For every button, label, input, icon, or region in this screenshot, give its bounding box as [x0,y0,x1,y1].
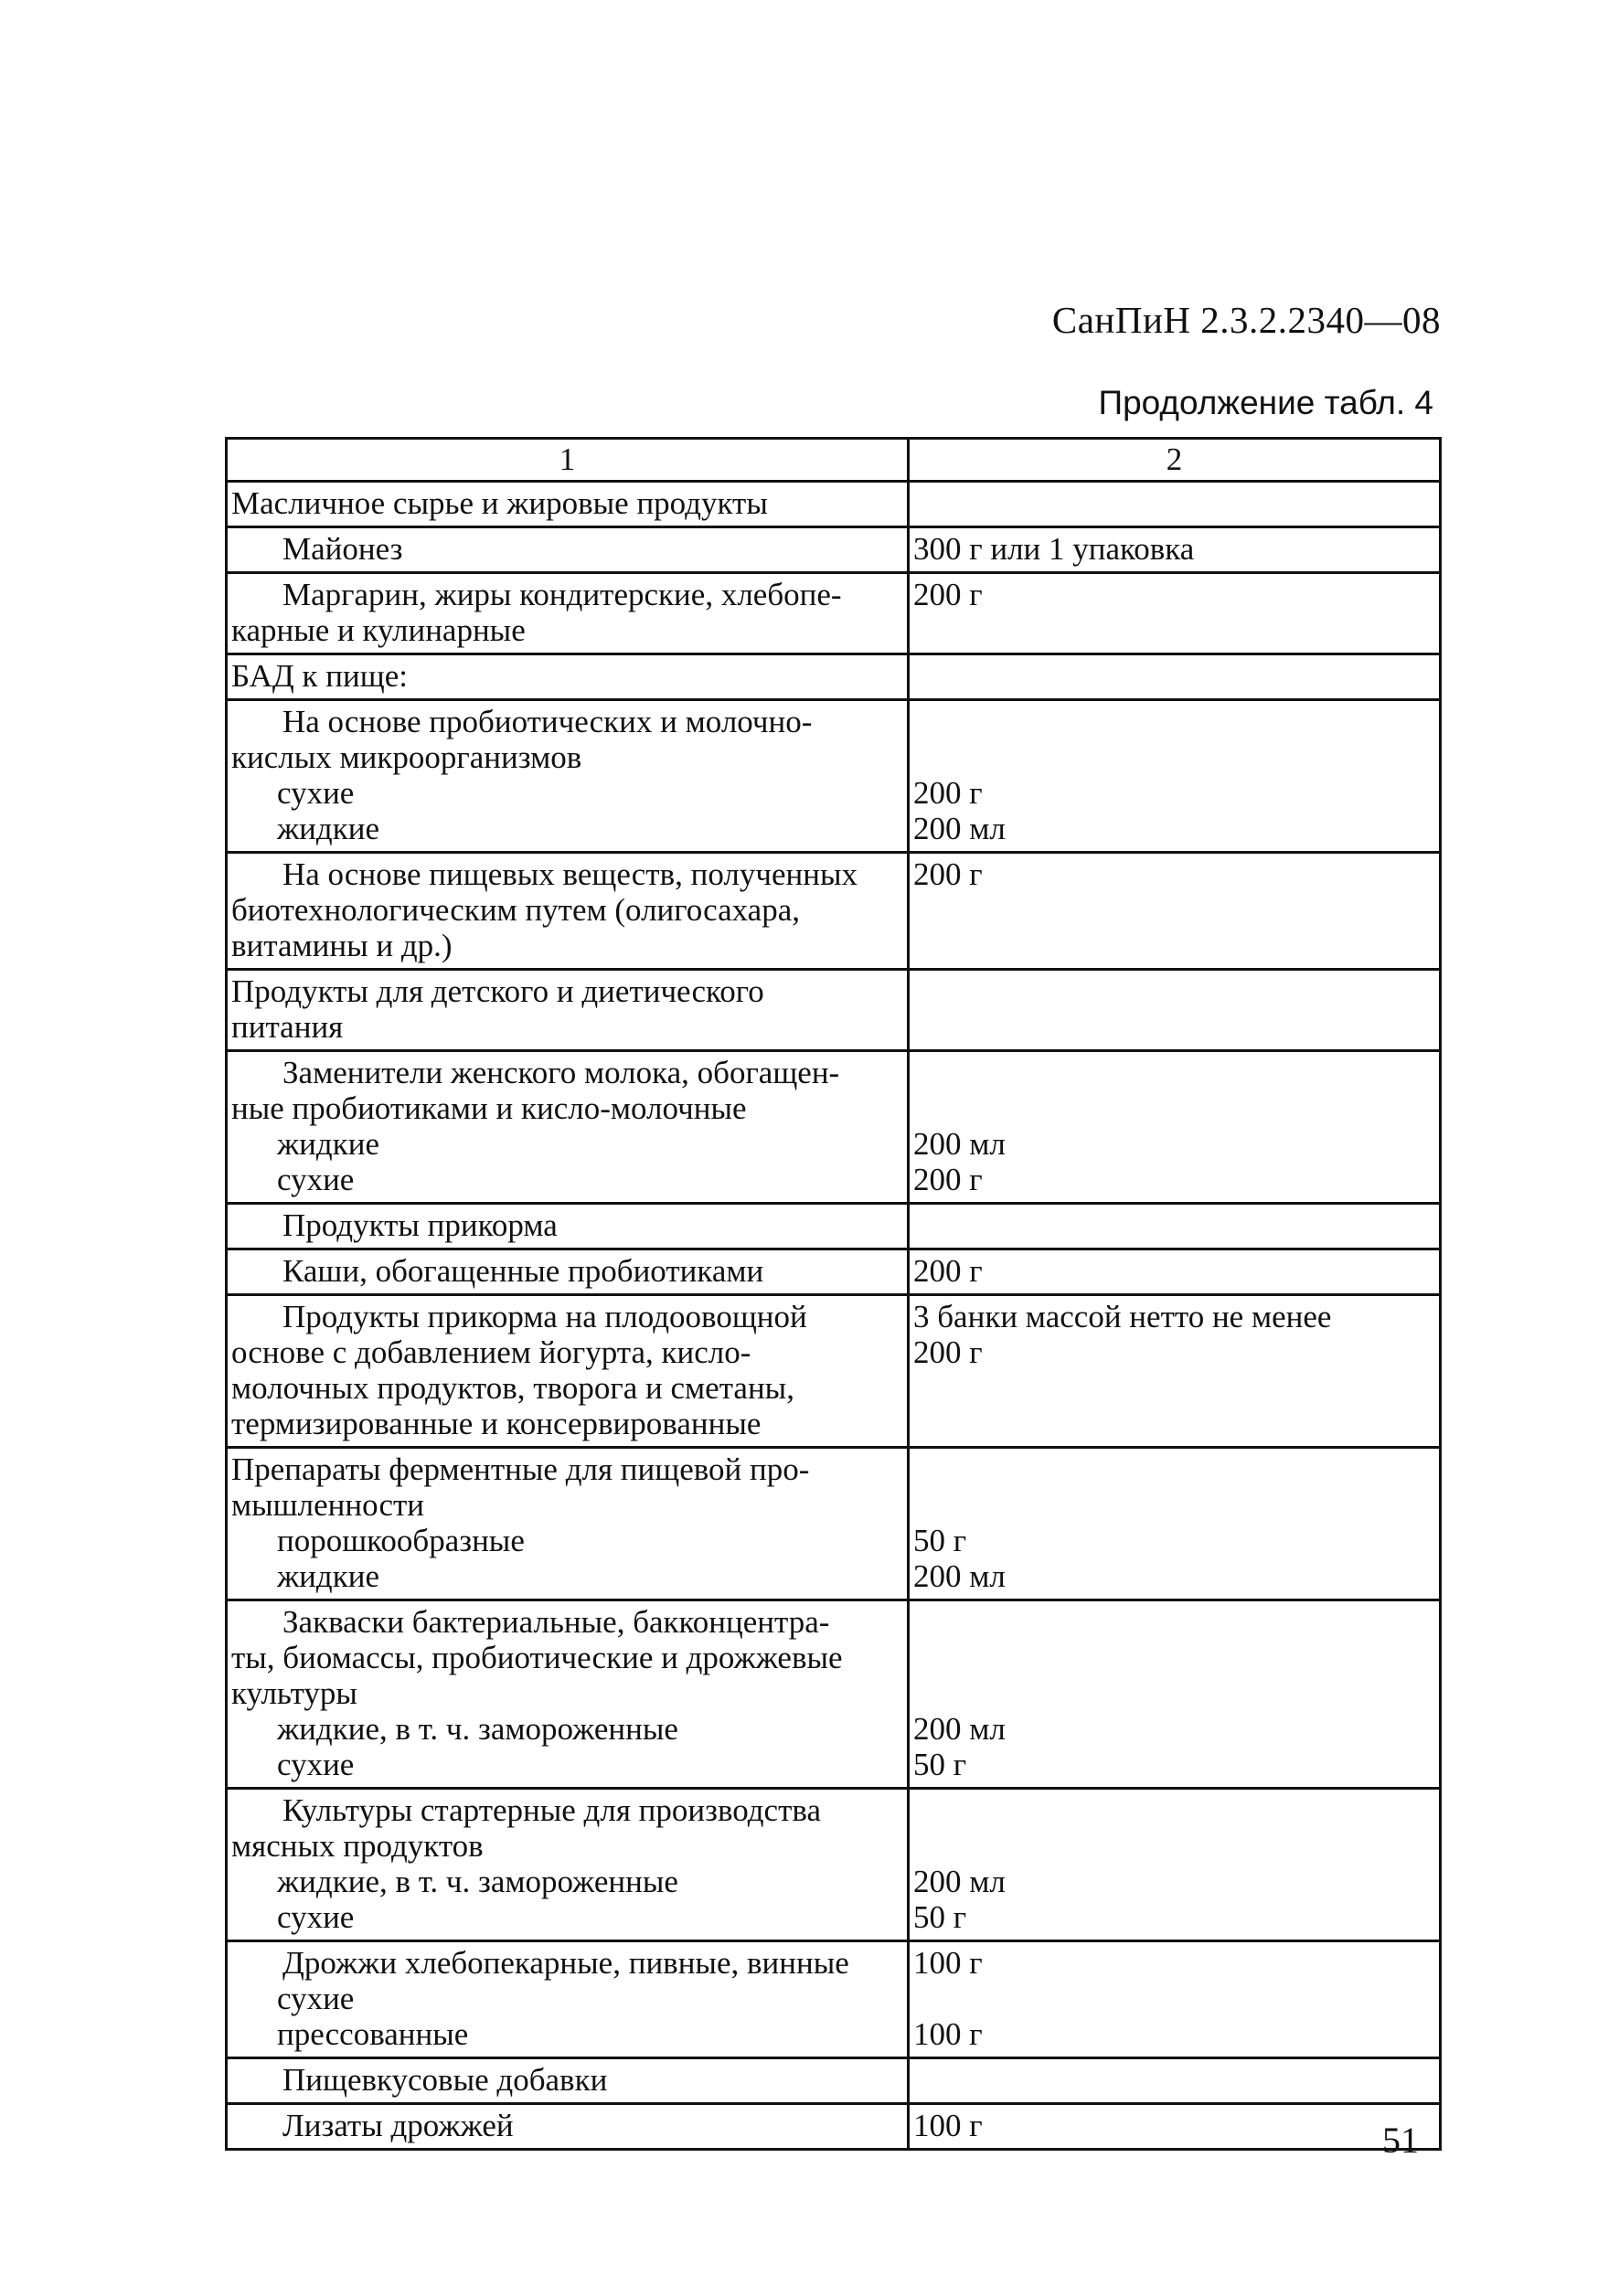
table-row [227,1600,1441,1789]
sample-size-value: 200 г [913,1334,983,1370]
table-row [227,1941,1441,2058]
product-text: карные и кулинарные [231,612,526,648]
product-text: Каши, обогащенные пробиотиками [282,1253,764,1289]
sample-size-value [913,1828,1435,1864]
sample-size-value: 3 банки массой нетто не менее [913,1299,1332,1334]
product-text: Дрожжи хлебопекарные, пивные, винные [282,1945,849,1981]
product-subtype: жидкие [277,1558,379,1594]
sample-size-cell [909,1600,1441,1789]
sample-size-cell [909,654,1441,700]
product-cell [227,654,909,700]
table-row [227,970,1441,1051]
product-text: мясных продуктов [231,1828,484,1864]
product-text: Продукты для детского и диетического [231,973,764,1009]
sample-size-value: 200 мл [913,1864,1006,1899]
sample-size-value: 100 г [913,2016,983,2052]
product-subtype: прессованные [277,2016,469,2052]
sample-size-cell [909,2058,1441,2104]
sample-size-value [913,1487,1435,1523]
product-text: Майонез [282,531,403,567]
product-text: Культуры стартерные для производства [282,1792,821,1828]
product-text: На основе пробиотических и молочно- [282,704,813,739]
table-row [227,482,1441,527]
product-subtype: жидкие, в т. ч. замороженные [277,1711,678,1747]
product-text: питания [231,1009,344,1045]
sample-size-value: 50 г [913,1899,967,1935]
table-row [227,700,1441,853]
sample-size-value: 200 г [913,577,983,612]
product-cell [227,1448,909,1600]
product-text: Заменители женского молока, обогащен- [282,1055,840,1090]
product-cell [227,1600,909,1789]
table-row [227,1051,1441,1204]
sample-size-value: 100 г [913,1945,983,1981]
table-row [227,1204,1441,1249]
product-subtype: сухие [277,1747,355,1782]
sample-size-cell [909,970,1441,1051]
product-text: мышленности [231,1487,425,1523]
product-text: Продукты прикорма [282,1207,558,1243]
product-text: основе с добавлением йогурта, кисло- [231,1334,751,1370]
sample-size-value: 300 г или 1 упаковка [913,531,1195,567]
sample-size-value: 200 г [913,1253,983,1289]
product-text: биотехнологическим путем (олигосахара, [231,892,801,928]
product-cell [227,1941,909,2058]
sample-size-cell [909,1295,1441,1448]
product-cell [227,2104,909,2150]
sample-size-value [913,1675,1435,1711]
sample-size-cell [909,2104,1441,2150]
sample-size-value [913,1792,1435,1828]
product-text: ные пробиотиками и кисло-молочные [231,1090,747,1126]
sample-size-value: 200 г [913,775,983,811]
regulation-table [225,437,1442,2151]
sample-size-value: 200 мл [913,811,1006,846]
product-text: Масличное сырье и жировые продукты [231,485,768,521]
sample-size-value [913,1981,1435,2016]
table-header-row [227,439,1441,482]
table-continuation-label: Продолжение табл. 4 [1098,384,1433,421]
product-cell [227,853,909,970]
product-subtype: сухие [277,1981,355,2016]
product-text: витамины и др.) [231,928,453,963]
sample-size-value [913,1640,1435,1675]
product-cell [227,573,909,654]
product-text: ты, биомассы, пробиотические и дрожжевые [231,1640,843,1675]
product-text: Лизаты дрожжей [282,2108,514,2143]
sample-size-cell [909,700,1441,853]
column-header-1: 1 [227,439,909,482]
sample-size-cell [909,1448,1441,1600]
table-row [227,1249,1441,1295]
product-text: термизированные и консервированные [231,1406,762,1441]
sample-size-cell [909,1249,1441,1295]
product-subtype: жидкие, в т. ч. замороженные [277,1864,678,1899]
product-text: Препараты ферментные для пищевой про- [231,1451,810,1487]
product-cell [227,482,909,527]
sample-size-cell [909,853,1441,970]
table-row [227,1789,1441,1941]
sample-size-value: 200 мл [913,1126,1006,1162]
sample-size-cell [909,482,1441,527]
product-cell [227,970,909,1051]
product-cell [227,1249,909,1295]
product-text: молочных продуктов, творога и сметаны, [231,1370,794,1406]
sample-size-cell [909,1789,1441,1941]
sample-size-value [913,1090,1435,1126]
product-text: БАД к пище: [231,658,408,694]
sample-size-cell [909,1051,1441,1204]
document-code: СанПиН 2.3.2.2340—08 [1051,299,1441,341]
sample-size-cell [909,527,1441,573]
table-row [227,2104,1441,2150]
sample-size-value: 200 г [913,1162,983,1197]
sample-size-value [913,1451,1435,1487]
product-text: кислых микроорганизмов [231,739,582,775]
sample-size-value [913,704,1435,739]
table-row [227,573,1441,654]
sample-size-value: 50 г [913,1523,967,1558]
product-text: Маргарин, жиры кондитерские, хлебопе- [282,577,842,612]
product-cell [227,1204,909,1249]
product-subtype: жидкие [277,811,379,846]
sample-size-value: 200 г [913,856,983,892]
product-subtype: сухие [277,1162,355,1197]
sample-size-value: 100 г [913,2108,983,2143]
product-text: культуры [231,1675,357,1711]
table-row [227,1448,1441,1600]
column-header-2: 2 [909,439,1441,482]
sample-size-cell [909,573,1441,654]
product-cell [227,527,909,573]
product-subtype: сухие [277,1899,355,1935]
sample-size-value [913,739,1435,775]
product-subtype: порошкообразные [277,1523,525,1558]
sample-size-value: 200 мл [913,1558,1006,1594]
product-cell [227,700,909,853]
table-row [227,527,1441,573]
table-row [227,654,1441,700]
table-row [227,853,1441,970]
sample-size-value [913,1055,1435,1090]
product-text: Закваски бактериальные, бакконцентра- [282,1604,830,1640]
table-row [227,2058,1441,2104]
product-cell [227,2058,909,2104]
sample-size-cell [909,1204,1441,1249]
sample-size-cell [909,1941,1441,2058]
product-subtype: сухие [277,775,355,811]
product-cell [227,1789,909,1941]
table-row [227,1295,1441,1448]
product-text: Пищевкусовые добавки [282,2062,608,2098]
product-text: На основе пищевых веществ, полученных [282,856,858,892]
sample-size-value: 200 мл [913,1711,1006,1747]
page-number: 51 [1382,2120,1419,2161]
sample-size-value: 50 г [913,1747,967,1782]
product-text: Продукты прикорма на плодоовощной [282,1299,807,1334]
product-cell [227,1295,909,1448]
product-subtype: жидкие [277,1126,379,1162]
product-cell [227,1051,909,1204]
sample-size-value [913,1604,1435,1640]
